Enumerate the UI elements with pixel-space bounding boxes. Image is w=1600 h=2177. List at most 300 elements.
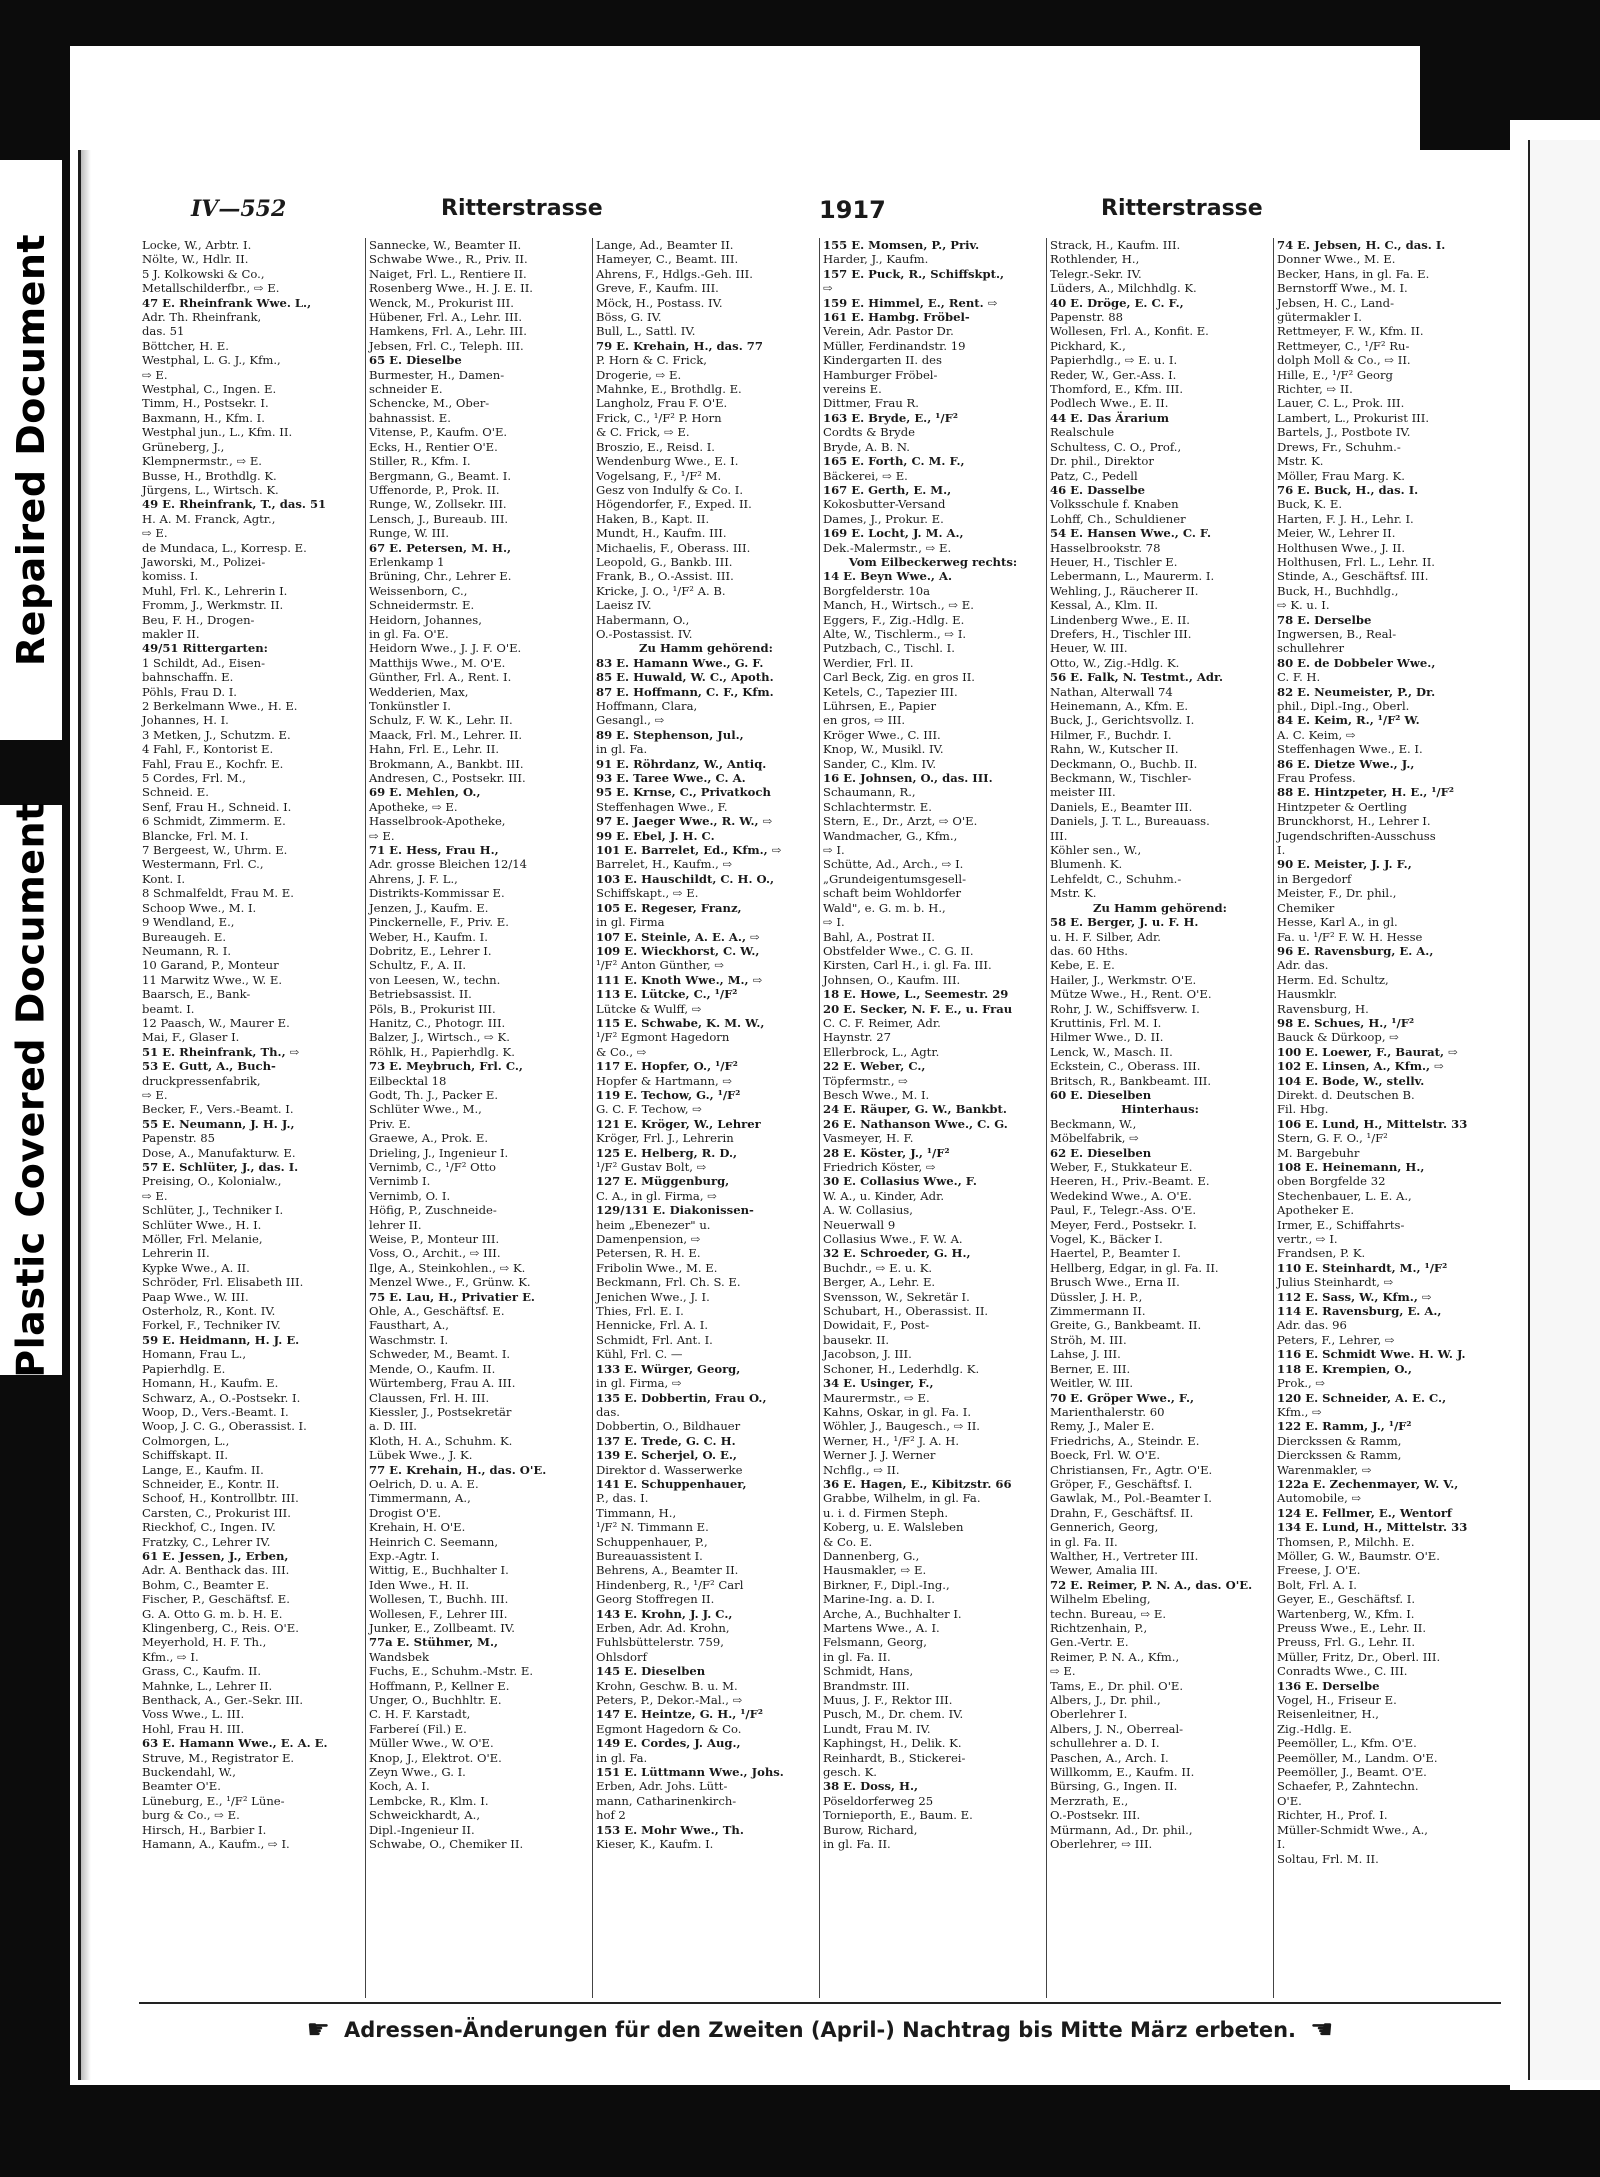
directory-entry: Klingenberg, C., Reis. O'E.	[142, 1621, 299, 1635]
directory-entry: Bryde, A. B. N.	[823, 439, 910, 454]
directory-entry: Lauer, C. L., Prok. III.	[1277, 396, 1405, 411]
directory-entry: 105 E. Regeser, Franz,	[596, 900, 742, 915]
directory-entry: 74 E. Jebsen, H. C., das. I.	[1277, 238, 1446, 252]
directory-columns	[139, 238, 1501, 1998]
directory-entry: Maack, Frl. M., Lehrer. II.	[369, 727, 523, 742]
directory-entry: 101 E. Barrelet, Ed., Kfm., ⇨	[596, 843, 782, 858]
directory-entry: Papierhdlg. E.	[142, 1361, 226, 1376]
directory-entry: Stinde, A., Geschäftsf. III.	[1277, 569, 1429, 584]
directory-entry: I.	[1277, 1837, 1286, 1852]
directory-entry: Westermann, Frl. C.,	[142, 857, 264, 872]
directory-entry: Benthack, A., Ger.-Sekr. III.	[142, 1693, 304, 1708]
directory-entry: Dr. phil., Direktor	[1050, 454, 1154, 469]
directory-entry: Telegr.-Sekr. IV.	[1050, 266, 1142, 281]
directory-entry: Oelrich, D. u. A. E.	[369, 1476, 479, 1491]
directory-entry: ¹/F² N. Timmann E.	[596, 1520, 709, 1535]
directory-entry: Birkner, F., Dipl.-Ing.,	[823, 1577, 950, 1592]
directory-entry: druckpressenfabrik,	[142, 1073, 261, 1088]
directory-entry: Peters, P., Dekor.-Mal., ⇨	[596, 1693, 743, 1708]
directory-entry: Cordts & Bryde	[823, 425, 916, 440]
directory-entry: Ketels, C., Tapezier III.	[823, 684, 958, 699]
directory-entry: Jürgens, L., Wirtsch. K.	[142, 482, 279, 497]
directory-entry: bahnassist. E.	[369, 410, 451, 425]
directory-entry: Locke, W., Arbtr. I.	[142, 238, 252, 252]
directory-entry: Adr. Th. Rheinfrank,	[142, 310, 262, 325]
directory-entry: Schröder, Frl. Elisabeth III.	[142, 1275, 304, 1290]
directory-entry: Grüneberg, J.,	[142, 439, 225, 454]
directory-entry: schullehrer	[1277, 641, 1345, 656]
directory-entry: Timmermann, A.,	[369, 1491, 471, 1506]
directory-entry: beamt. I.	[142, 1001, 195, 1016]
directory-entry: Tams, E., Dr. phil. O'E.	[1050, 1678, 1184, 1693]
directory-entry: Hausmakler, ⇨ E.	[823, 1563, 927, 1578]
directory-entry: Michaelis, F., Oberass. III.	[596, 540, 751, 555]
directory-entry: ⇨ E.	[142, 367, 168, 382]
directory-entry: 32 E. Schroeder, G. H.,	[823, 1246, 971, 1261]
directory-entry: 1 Schildt, Ad., Eisen-	[142, 655, 266, 670]
directory-entry: Willkomm, E., Kaufm. II.	[1050, 1765, 1195, 1780]
directory-entry: 78 E. Derselbe	[1277, 612, 1372, 627]
directory-entry: M. Bargebuhr	[1277, 1145, 1360, 1160]
directory-entry: Bolt, Frl. A. I.	[1277, 1577, 1357, 1592]
directory-entry: Struve, M., Registrator E.	[142, 1750, 295, 1765]
directory-entry: Albers, J. N., Oberreal-	[1050, 1721, 1184, 1736]
directory-entry: Eilbecktal 18	[369, 1073, 447, 1088]
pointing-hand-icon: ☛	[1310, 2015, 1334, 2045]
directory-entry: 24 E. Räuper, G. W., Bankbt.	[823, 1102, 1007, 1117]
directory-entry: Unger, O., Buchhltr. E.	[369, 1693, 502, 1708]
directory-entry: u. i. d. Firmen Steph.	[823, 1505, 949, 1520]
directory-entry: Frau Profess.	[1277, 771, 1356, 786]
directory-entry: Heinrich C. Seemann,	[369, 1534, 499, 1549]
directory-entry: Kokosbutter-Versand	[823, 497, 946, 512]
directory-entry: 167 E. Gerth, E. M.,	[823, 482, 952, 497]
directory-entry: Weise, P., Monteur III.	[369, 1232, 500, 1247]
directory-entry: Zeyn Wwe., G. I.	[369, 1765, 466, 1780]
directory-entry: Lundt, Frau M. IV.	[823, 1721, 931, 1736]
directory-entry: 49 E. Rheinfrank, T., das. 51	[142, 497, 327, 512]
directory-entry: a. D. III.	[369, 1419, 417, 1434]
directory-entry: Schiffskapt. II.	[142, 1448, 229, 1463]
directory-entry: Brunckhorst, H., Lehrer I.	[1277, 814, 1431, 829]
directory-entry: Weber, H., Kaufm. I.	[369, 929, 488, 944]
directory-entry: Schlüter, J., Techniker I.	[142, 1203, 284, 1218]
directory-entry: Ecks, H., Rentier O'E.	[369, 439, 498, 454]
directory-entry: Hasselbrookstr. 78	[1050, 540, 1161, 555]
directory-entry: Hausmklr.	[1277, 987, 1338, 1002]
directory-entry: Eggers, F., Zig.-Hdlg. E.	[823, 612, 965, 627]
directory-entry: 47 E. Rheinfrank Wwe. L.,	[142, 295, 312, 310]
directory-entry: Hahn, Frl. E., Lehr. II.	[369, 742, 500, 757]
directory-entry: Becker, F., Vers.-Beamt. I.	[142, 1102, 294, 1117]
directory-entry: Hamkens, Frl. A., Lehr. III.	[369, 324, 527, 339]
directory-entry: Bergmann, G., Beamt. I.	[369, 468, 512, 483]
directory-entry: Friedrich Köster, ⇨	[823, 1160, 936, 1174]
directory-entry: Wandmacher, G., Kfm.,	[823, 828, 958, 843]
directory-entry: Vernimb I.	[369, 1174, 431, 1189]
directory-entry: das. 60 Hths.	[1050, 943, 1128, 958]
directory-entry: Reinhardt, B., Stickerei-	[823, 1750, 966, 1765]
directory-entry: Möck, H., Postass. IV.	[596, 295, 723, 310]
directory-entry: Rohr, J. W., Schiffsverw. I.	[1050, 1001, 1200, 1016]
directory-entry: 122a E. Zechenmayer, W. V.,	[1277, 1476, 1459, 1491]
directory-entry: Stern, G. F. O., ¹/F²	[1277, 1131, 1388, 1146]
directory-entry: Rieckhof, C., Ingen. IV.	[142, 1520, 276, 1535]
directory-entry: 135 E. Dobbertin, Frau O.,	[596, 1390, 767, 1405]
directory-entry: 129/131 E. Diakonissen-	[596, 1203, 754, 1218]
directory-entry: Fromm, J., Werkmstr. II.	[142, 598, 284, 613]
directory-entry: Sander, C., Klm. IV.	[823, 756, 937, 771]
directory-entry: 161 E. Hambg. Fröbel-	[823, 310, 970, 325]
directory-entry: ¹/F² Egmont Hagedorn	[596, 1030, 730, 1045]
directory-entry: mann, Catharinenkirch-	[596, 1793, 737, 1808]
directory-entry: Ohle, A., Geschäftsf. E.	[369, 1304, 505, 1319]
directory-entry: Andresen, C., Postsekr. III.	[369, 771, 526, 786]
directory-entry: Rettmeyer, F. W., Kfm. II.	[1277, 324, 1424, 339]
plastic-covered-label	[0, 802, 62, 1378]
page-header	[151, 196, 1501, 236]
directory-entry: Senf, Frau H., Schneid. I.	[142, 799, 292, 814]
directory-column-3	[593, 238, 820, 1998]
directory-entry: Schwabe, O., Chemiker II.	[369, 1837, 524, 1852]
directory-entry: techn. Bureau, ⇨ E.	[1050, 1606, 1167, 1621]
directory-entry: Schütte, Ad., Arch., ⇨ I.	[823, 857, 964, 872]
directory-entry: 62 E. Dieselben	[1050, 1145, 1152, 1160]
directory-entry: Buck, H., Buchhdlg.,	[1277, 583, 1399, 598]
directory-entry: Preising, O., Kolonialw.,	[142, 1174, 282, 1189]
directory-entry: 115 E. Schwabe, K. M. W.,	[596, 1015, 765, 1030]
directory-entry: Drahn, F., Geschäftsf. II.	[1050, 1505, 1194, 1520]
directory-entry: Langholz, Frau F. O'E.	[596, 396, 728, 411]
directory-entry: Müller Wwe., W. O'E.	[369, 1736, 494, 1751]
directory-entry: Schulz, F. W. K., Lehr. II.	[369, 713, 513, 728]
directory-entry: Papenstr. 85	[142, 1131, 215, 1146]
directory-page	[78, 150, 1513, 2080]
directory-entry: 145 E. Dieselben	[596, 1664, 706, 1679]
directory-entry: 49/51 Rittergarten:	[142, 641, 268, 656]
directory-entry: Drogist O'E.	[369, 1505, 442, 1520]
directory-entry: Carl Beck, Zig. en gros II.	[823, 670, 975, 685]
directory-entry: Frandsen, P. K.	[1277, 1246, 1366, 1261]
directory-entry: Prok., ⇨	[1277, 1376, 1326, 1391]
directory-entry: 83 E. Hamann Wwe., G. F.	[596, 655, 764, 670]
directory-entry: 53 E. Gutt, A., Buch-	[142, 1059, 276, 1074]
directory-entry: Jenichen Wwe., J. I.	[596, 1289, 710, 1304]
directory-entry: Merzrath, E.,	[1050, 1793, 1129, 1808]
directory-entry: Osterholz, R., Kont. IV.	[142, 1304, 276, 1319]
directory-entry: 116 E. Schmidt Wwe. H. W. J.	[1277, 1347, 1466, 1362]
directory-entry: Hohl, Frau H. III.	[142, 1721, 245, 1736]
directory-entry: Ellerbrock, L., Agtr.	[823, 1044, 940, 1059]
directory-entry: Wartenberg, W., Kfm. I.	[1277, 1606, 1415, 1621]
directory-entry: Bartels, J., Postbote IV.	[1277, 425, 1411, 440]
directory-column-1	[139, 238, 366, 1998]
directory-entry: Müller-Schmidt Wwe., A.,	[1277, 1822, 1428, 1837]
directory-entry: C. H. F. Karstadt,	[369, 1707, 471, 1722]
directory-entry: Vom Eilbeckerweg rechts:	[848, 554, 1018, 569]
directory-entry: Böss, G. IV.	[596, 310, 662, 325]
directory-entry: Lenck, W., Masch. II.	[1050, 1044, 1173, 1059]
directory-entry: 155 E. Momsen, P., Priv.	[823, 238, 980, 252]
directory-entry: Hamann, A., Kaufm., ⇨ I.	[142, 1837, 290, 1852]
directory-entry: Fuhlsbüttelerstr. 759,	[596, 1635, 724, 1650]
scan-edge-bottom	[0, 2085, 1600, 2177]
directory-entry: Voss Wwe., L. III.	[142, 1707, 245, 1722]
directory-entry: Kfm., ⇨	[1277, 1404, 1322, 1419]
directory-entry: Lindenberg Wwe., E. II.	[1050, 612, 1190, 627]
directory-entry: Beckmann, Frl. Ch. S. E.	[596, 1275, 741, 1290]
directory-entry: Colmorgen, L.,	[142, 1433, 230, 1448]
directory-entry: Mahnke, L., Lehrer II.	[142, 1678, 273, 1693]
directory-entry: Holthusen, Frl. L., Lehr. II.	[1277, 554, 1435, 569]
directory-entry: Bäckerei, ⇨ E.	[823, 468, 908, 483]
directory-entry: in Bergedorf	[1277, 871, 1352, 886]
directory-entry: 2 Berkelmann Wwe., H. E.	[142, 699, 298, 713]
directory-entry: Preuss Wwe., E., Lehr. II.	[1277, 1621, 1427, 1635]
directory-entry: Soltau, Frl. M. II.	[1277, 1851, 1379, 1866]
directory-entry: Metallschilderfbr., ⇨ E.	[142, 281, 280, 296]
directory-entry: Nölte, W., Hdlr. II.	[142, 252, 249, 267]
directory-entry: Georg Stoffregen II.	[596, 1592, 715, 1607]
directory-entry: Egmont Hagedorn & Co.	[596, 1721, 742, 1736]
directory-entry: Fischer, P., Geschäftsf. E.	[142, 1592, 290, 1607]
directory-entry: & Co., ⇨	[596, 1044, 647, 1059]
directory-entry: Rosenberg Wwe., H. J. E. II.	[369, 281, 533, 296]
directory-entry: 87 E. Hoffmann, C. F., Kfm.	[596, 684, 774, 699]
directory-entry: Becker, Hans, in gl. Fa. E.	[1277, 266, 1430, 281]
directory-entry: Kaphingst, H., Delik. K.	[823, 1736, 962, 1751]
directory-entry: in gl. Firma, ⇨	[596, 1376, 682, 1391]
directory-entry: Klempnermstr., ⇨ E.	[142, 454, 262, 469]
directory-entry: Damenpension, ⇨	[596, 1232, 701, 1247]
directory-entry: Hübener, Frl. A., Lehr. III.	[369, 310, 523, 325]
directory-entry: Donner Wwe., M. E.	[1277, 252, 1396, 267]
directory-entry: Pinckernelle, F., Priv. E.	[369, 915, 509, 930]
directory-entry: in gl. Fa.	[596, 742, 648, 757]
directory-entry: Heeren, H., Priv.-Beamt. E.	[1050, 1174, 1210, 1189]
directory-entry: in gl. Fa. II.	[823, 1649, 891, 1664]
directory-entry: gütermakler I.	[1277, 310, 1362, 325]
directory-entry: gesch. K.	[823, 1765, 877, 1780]
directory-entry: Böttcher, H. E.	[142, 338, 229, 353]
directory-entry: 163 E. Bryde, E., ¹/F²	[823, 410, 958, 425]
directory-entry: 5 Cordes, Frl. M.,	[142, 771, 246, 786]
directory-entry: Möller, Frl. Melanie,	[142, 1232, 263, 1247]
directory-entry: Laeisz IV.	[596, 598, 652, 613]
directory-entry: Müller, Ferdinandstr. 19	[823, 338, 966, 353]
directory-entry: Vernimb, O. I.	[369, 1188, 451, 1203]
directory-entry: Bahl, A., Postrat II.	[823, 929, 935, 944]
directory-entry: 71 E. Hess, Frau H.,	[369, 843, 499, 858]
directory-entry: 106 E. Lund, H., Mittelstr. 33	[1277, 1116, 1468, 1131]
directory-entry: Schwarz, A., O.-Postsekr. I.	[142, 1390, 301, 1405]
directory-entry: Naiget, Frl. L., Rentiere II.	[369, 266, 527, 281]
directory-entry: 114 E. Ravensburg, E. A.,	[1277, 1304, 1442, 1319]
directory-entry: 75 E. Lau, H., Privatier E.	[369, 1289, 535, 1304]
directory-entry: 28 E. Köster, J., ¹/F²	[823, 1145, 950, 1160]
directory-entry: komiss. I.	[142, 569, 199, 584]
directory-entry: Gröper, F., Geschäftsf. I.	[1050, 1476, 1193, 1491]
directory-column-5	[1047, 238, 1274, 1998]
directory-entry: Drews, Fr., Schuhm.-	[1277, 439, 1401, 454]
directory-entry: Wöhler, J., Baugesch., ⇨ II.	[823, 1419, 980, 1434]
directory-entry: Boeck, Frl. W. O'E.	[1050, 1448, 1161, 1463]
directory-entry: Julius Steinhardt, ⇨	[1277, 1275, 1394, 1290]
pointing-hand-icon: ☛	[306, 2015, 330, 2045]
directory-entry: Homann, Frau L.,	[142, 1347, 247, 1362]
directory-entry: Meyer, Ferd., Postsekr. I.	[1050, 1217, 1197, 1232]
directory-entry: Podlech Wwe., E. II.	[1050, 396, 1169, 411]
directory-entry: Westphal jun., L., Kfm. II.	[142, 425, 293, 440]
directory-entry: Berner, E. III.	[1050, 1361, 1131, 1376]
directory-entry: Verein, Adr. Pastor Dr.	[823, 324, 954, 339]
directory-entry: Timm, H., Postsekr. I.	[142, 396, 269, 411]
directory-entry: das. 51	[142, 324, 185, 339]
directory-entry: Chemiker	[1277, 900, 1335, 915]
directory-entry: Wandsbek	[369, 1649, 429, 1664]
directory-entry: Farbereí (Fil.) E.	[369, 1721, 467, 1736]
directory-entry: en gros, ⇨ III.	[823, 713, 906, 728]
directory-entry: Schlüter Wwe., H. I.	[142, 1217, 262, 1232]
directory-entry: Weissenborn, C.,	[369, 583, 468, 598]
directory-entry: ⇨ I.	[823, 843, 845, 858]
directory-entry: Wedekind Wwe., A. O'E.	[1050, 1188, 1192, 1203]
directory-entry: Meyerhold, H. F. Th.,	[142, 1635, 267, 1650]
repaired-document-label	[0, 160, 62, 740]
directory-entry: Deckmann, O., Buchb. II.	[1050, 756, 1198, 771]
directory-entry: Bürsing, G., Ingen. II.	[1050, 1779, 1178, 1794]
directory-entry: 97 E. Jaeger Wwe., R. W., ⇨	[596, 814, 773, 829]
directory-entry: Oberlehrer I.	[1050, 1707, 1128, 1722]
directory-entry: Pöseldorferweg 25	[823, 1793, 934, 1808]
directory-entry: 7 Bergeest, W., Uhrm. E.	[142, 843, 288, 858]
directory-entry: 98 E. Schues, H., ¹/F²	[1277, 1015, 1415, 1030]
directory-entry: 102 E. Linsen, A., Kfm., ⇨	[1277, 1059, 1444, 1074]
directory-entry: 107 E. Steinle, A. E. A., ⇨	[596, 929, 760, 944]
directory-entry: 59 E. Heidmann, H. J. E.	[142, 1332, 300, 1347]
directory-entry: Kröger Wwe., C. III.	[823, 727, 941, 742]
directory-entry: ⇨ E.	[142, 1188, 168, 1203]
directory-entry: 58 E. Berger, J. u. F. H.	[1050, 915, 1199, 930]
directory-entry: Volksschule f. Knaben	[1050, 497, 1179, 512]
directory-entry: Hintzpeter & Oertling	[1277, 799, 1407, 814]
directory-entry: W. A., u. Kinder, Adr.	[823, 1188, 945, 1203]
directory-entry: Thomsen, P., Milchh. E.	[1277, 1534, 1415, 1549]
directory-entry: 151 E. Lüttmann Wwe., Johs.	[596, 1765, 784, 1780]
directory-entry: Warenmakler, ⇨	[1277, 1462, 1372, 1477]
directory-entry: Mai, F., Glaser I.	[142, 1030, 240, 1045]
directory-entry: Apotheker E.	[1277, 1203, 1355, 1218]
directory-entry: Högendorfer, F., Exped. II.	[596, 497, 752, 512]
directory-entry: Nchflg., ⇨ II.	[823, 1462, 900, 1477]
directory-entry: Eckstein, C., Oberass. III.	[1050, 1059, 1201, 1074]
directory-entry: Richtzenhain, P.,	[1050, 1621, 1148, 1635]
directory-entry: Baarsch, E., Bank-	[142, 987, 251, 1002]
directory-entry: C. A., in gl. Firma, ⇨	[596, 1188, 717, 1203]
directory-entry: Hilmer, F., Buchdr. I.	[1050, 727, 1172, 742]
directory-entry: in gl. Fa. II.	[1050, 1534, 1118, 1549]
directory-entry: bausekr. II.	[823, 1332, 890, 1347]
directory-entry: Direktor d. Wasserwerke	[596, 1462, 743, 1477]
directory-entry: Barrelet, H., Kaufm., ⇨	[596, 857, 733, 872]
directory-entry: Pöhls, Frau D. I.	[142, 684, 237, 699]
directory-entry: in gl. Fa.	[596, 1750, 648, 1765]
directory-entry: Claussen, Frl. H. III.	[369, 1390, 490, 1405]
directory-entry: Borgfelderstr. 10a	[823, 583, 931, 598]
directory-entry: Ohlsdorf	[596, 1649, 647, 1664]
directory-entry: 113 E. Lütcke, C., ¹/F²	[596, 987, 738, 1002]
directory-entry: Paap Wwe., W. III.	[142, 1289, 249, 1304]
directory-entry: Conradts Wwe., C. III.	[1277, 1664, 1408, 1679]
directory-entry: Ahrens, J. F. L.,	[369, 871, 458, 886]
directory-entry: Zimmermann II.	[1050, 1304, 1146, 1319]
directory-column-4	[820, 238, 1047, 1998]
directory-entry: 73 E. Meybruch, Frl. C.,	[369, 1059, 523, 1074]
directory-entry: Hinterhaus:	[1121, 1102, 1199, 1117]
directory-entry: Greite, G., Bankbeamt. II.	[1050, 1318, 1202, 1333]
directory-entry: Stiller, R., Kfm. I.	[369, 454, 471, 469]
directory-entry: Kirsten, Carl H., i. gl. Fa. III.	[823, 958, 992, 973]
directory-entry: 56 E. Falk, N. Testmt., Adr.	[1050, 670, 1224, 685]
directory-entry: Forkel, F., Techniker IV.	[142, 1318, 281, 1333]
directory-entry: 96 E. Ravensburg, E. A.,	[1277, 943, 1434, 958]
directory-entry: Meister, F., Dr. phil.,	[1277, 886, 1397, 901]
directory-entry: 157 E. Puck, R., Schiffskpt.,	[823, 266, 1005, 281]
adjacent-page-sliver	[1528, 140, 1600, 2080]
directory-entry: 137 E. Trede, G. C. H.	[596, 1433, 736, 1448]
directory-column-6	[1274, 238, 1501, 1998]
directory-entry: Irmer, E., Schiffahrts-	[1277, 1217, 1405, 1232]
directory-entry: bahnschaffn. E.	[142, 670, 234, 685]
street-title-left: Ritterstrasse	[441, 196, 603, 221]
directory-entry: P., das. I.	[596, 1491, 649, 1506]
directory-entry: 109 E. Wieckhorst, C. W.,	[596, 943, 760, 958]
directory-entry: Reisenleitner, H.,	[1277, 1707, 1379, 1722]
directory-entry: Schaumann, R.,	[823, 785, 916, 800]
directory-entry: 149 E. Cordes, J. Aug.,	[596, 1736, 741, 1751]
directory-entry: Apotheke, ⇨ E.	[369, 799, 458, 814]
directory-entry: A. W. Collasius,	[823, 1203, 913, 1218]
directory-entry: 9 Wendland, E.,	[142, 915, 235, 930]
directory-entry: Drefers, H., Tischler III.	[1050, 626, 1192, 641]
directory-entry: Muhl, Frl. K., Lehrerin I.	[142, 583, 288, 598]
directory-entry: ⇨ E.	[369, 828, 395, 843]
directory-entry: Jugendschriften-Ausschuss	[1277, 828, 1436, 843]
directory-entry: 54 E. Hansen Wwe., C. F.	[1050, 526, 1212, 541]
directory-entry: Schneider, E., Kontr. II.	[142, 1476, 280, 1491]
directory-entry: Dek.-Malermstr., ⇨ E.	[823, 540, 952, 555]
directory-entry: Dittmer, Frau R.	[823, 396, 919, 411]
directory-entry: dolph Moll & Co., ⇨ II.	[1277, 353, 1411, 368]
directory-entry: Jebsen, Frl. C., Teleph. III.	[369, 338, 524, 353]
directory-entry: Neumann, R. I.	[142, 943, 232, 958]
directory-entry: Bull, L., Sattl. IV.	[596, 324, 696, 339]
directory-entry: Vogel, K., Bäcker I.	[1050, 1232, 1163, 1247]
directory-entry: Adr. das. 96	[1277, 1318, 1347, 1333]
directory-entry: Zu Hamm gehörend:	[639, 641, 773, 656]
directory-entry: Patz, C., Pedell	[1050, 468, 1138, 483]
directory-entry: Kypke Wwe., A. II.	[142, 1260, 250, 1275]
directory-entry: Köhler sen., W.,	[1050, 843, 1142, 858]
directory-entry: & Co. E.	[823, 1534, 873, 1549]
directory-entry: Marine-Ing. a. D. I.	[823, 1592, 935, 1607]
directory-entry: Obstfelder Wwe., C. G. II.	[823, 943, 974, 958]
directory-entry: Harder, J., Kaufm.	[823, 252, 929, 267]
directory-entry: 18 E. Howe, L., Seemestr. 29	[823, 987, 1009, 1002]
directory-entry: 16 E. Johnsen, O., das. III.	[823, 771, 993, 786]
directory-entry: Werner J. J. Werner	[823, 1448, 936, 1463]
directory-entry: 44 E. Das Ärarium	[1050, 410, 1170, 425]
